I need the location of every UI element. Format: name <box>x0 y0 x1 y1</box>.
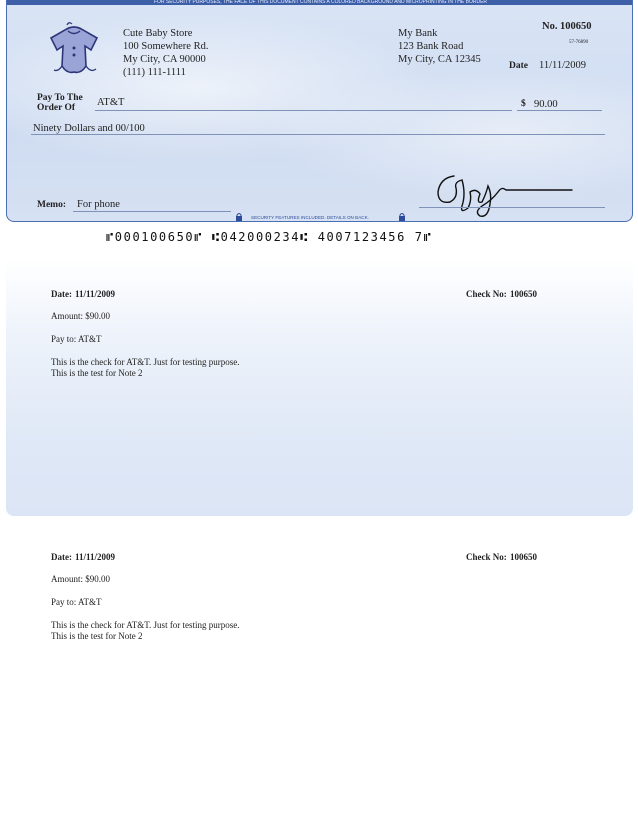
amount-words: Ninety Dollars and 00/100 <box>33 123 145 134</box>
payer-name: Cute Baby Store <box>123 28 193 39</box>
stub-2-check-no-label: Check No: <box>466 552 507 562</box>
stub-2-date-label: Date: <box>51 552 72 562</box>
stub-2-check-no: 100650 <box>510 552 537 562</box>
stub-2-note-2: This is the test for Note 2 <box>51 631 143 641</box>
bank-address2: My City, CA 12345 <box>398 54 481 65</box>
bank-name: My Bank <box>398 28 438 39</box>
check-date: 11/11/2009 <box>539 60 587 71</box>
payee-line <box>95 110 512 111</box>
pay-to-label-1: Pay To The <box>37 93 83 103</box>
amount-words-line <box>31 134 605 135</box>
check-number-label: No. <box>542 21 558 32</box>
stub-1-date: 11/11/2009 <box>75 289 116 299</box>
security-features-text: SECURITY FEATURES INCLUDED. DETAILS ON BACK. <box>251 215 369 220</box>
memo-line <box>73 211 231 212</box>
padlock-icon <box>398 212 406 222</box>
micr-line: ⑈000100650⑈ ⑆042000234⑆ 4007123456 7⑈ <box>106 230 433 244</box>
stub-1-pay-to: Pay to: AT&T <box>51 334 102 344</box>
signature-line <box>419 207 605 208</box>
payer-address2: My City, CA 90000 <box>123 54 206 65</box>
amount-numeric: 90.00 <box>534 99 558 110</box>
check-number: 100650 <box>560 21 592 32</box>
stub-1-note-1: This is the check for AT&T. Just for testing purpose. <box>51 357 240 367</box>
security-notice: FOR SECURITY PURPOSES, THE FACE OF THIS DOCUMENT CONTAINS A COLORED BACKGROUND AND MICROPRINTING IN THE BORDER <box>7 0 633 5</box>
stub-1-date-label: Date: <box>51 289 72 299</box>
stub-1-note-2: This is the test for Note 2 <box>51 368 143 378</box>
stub-1-check-no-label: Check No: <box>466 289 507 299</box>
payee: AT&T <box>97 97 125 108</box>
payer-phone: (111) 111-1111 <box>123 67 186 78</box>
stub-2-date: 11/11/2009 <box>75 552 116 562</box>
stub-1-check-no: 100650 <box>510 289 537 299</box>
amount-line <box>517 110 602 111</box>
baby-onesie-icon <box>45 22 103 78</box>
date-label: Date <box>509 61 528 71</box>
stub-1-amount: Amount: $90.00 <box>51 311 111 321</box>
padlock-icon <box>235 212 243 222</box>
memo-value: For phone <box>77 199 120 210</box>
fraction-code: 57-76890 <box>569 40 589 45</box>
check <box>6 0 633 222</box>
signature <box>432 164 582 222</box>
stub-2-amount: Amount: $90.00 <box>51 574 111 584</box>
payer-address1: 100 Somewhere Rd. <box>123 41 209 52</box>
bank-address1: 123 Bank Road <box>398 41 464 52</box>
stub-2-pay-to: Pay to: AT&T <box>51 597 102 607</box>
currency-symbol: $ <box>521 99 526 109</box>
stub-2-note-1: This is the check for AT&T. Just for testing purpose. <box>51 620 240 630</box>
memo-label: Memo: <box>37 200 67 210</box>
pay-to-label-2: Order Of <box>37 103 76 113</box>
